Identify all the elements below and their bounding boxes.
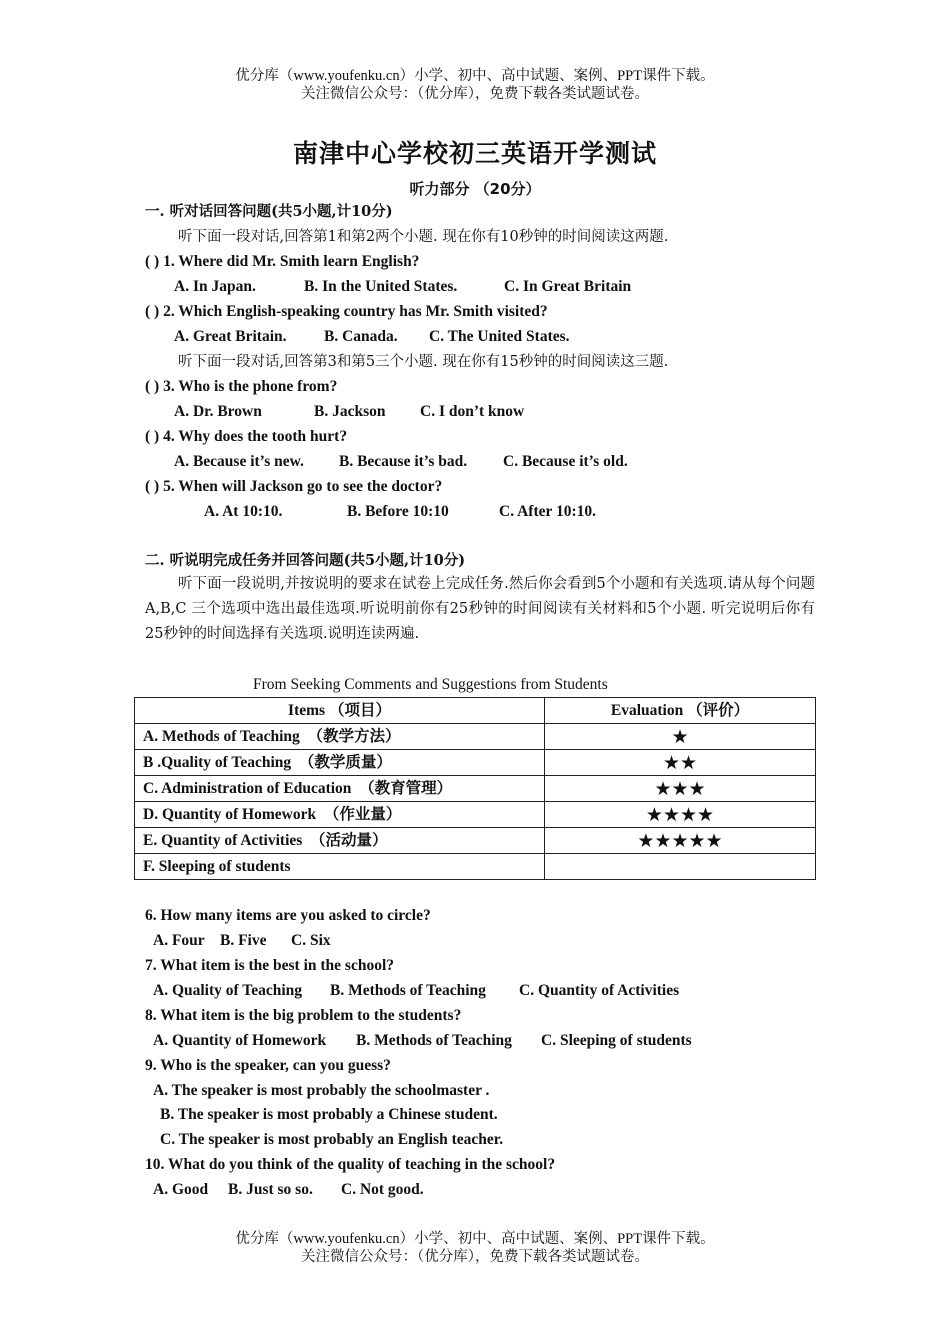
q6-option-a: A. Four: [153, 932, 205, 949]
q10-option-c: C. Not good.: [341, 1181, 424, 1198]
q3-option-b: B. Jackson: [314, 403, 386, 420]
q2-option-b: B. Canada.: [324, 328, 398, 345]
q5-stem: ( ) 5. When will Jackson go to see the doctor?: [145, 478, 443, 495]
listening-subtitle: 听力部分 （20分）: [409, 180, 541, 198]
star-rating: ★★: [545, 750, 816, 776]
footer-line-1: 优分库（www.youfenku.cn）小学、初中、高中试题、案例、PPT课件下载。: [235, 1231, 715, 1247]
q9-option-c: C. The speaker is most probably an English teacher.: [160, 1131, 504, 1148]
page-header: [0, 67, 950, 103]
q6-option-b: B. Five: [220, 932, 267, 949]
q5-options: [204, 502, 596, 522]
q8-option-c: C. Sleeping of students: [541, 1032, 692, 1049]
table-caption: From Seeking Comments and Suggestions from Students: [253, 676, 608, 693]
document-title: 南津中心学校初三英语开学测试: [292, 139, 657, 168]
q4-option-a: A. Because it’s new.: [174, 453, 304, 470]
evaluation-table: [134, 697, 816, 880]
q8-stem: 8. What item is the big problem to the students?: [145, 1007, 462, 1024]
q7-options: [153, 981, 679, 1001]
q8-options: [153, 1031, 692, 1051]
q2-option-c: C. The United States.: [429, 328, 570, 345]
q3-option-a: A. Dr. Brown: [174, 403, 262, 420]
q7-option-a: A. Quality of Teaching: [153, 982, 302, 999]
q3-options: [174, 402, 524, 422]
section1-intro-1: 听下面一段对话,回答第1和第2两个小题. 现在你有10秒钟的时间阅读这两题.: [178, 229, 669, 245]
star-rating: ★: [545, 724, 816, 750]
star-rating: ★★★: [545, 776, 816, 802]
q7-stem: 7. What item is the best in the school?: [145, 957, 395, 974]
q9-option-a: A. The speaker is most probably the schoolmaster .: [153, 1082, 490, 1099]
q9-stem: 9. Who is the speaker, can you guess?: [145, 1057, 391, 1074]
table-row: [135, 802, 816, 828]
table-header-row: [135, 698, 816, 724]
table-cell-item: B .Quality of Teaching （教学质量）: [135, 750, 545, 776]
q7-option-c: C. Quantity of Activities: [519, 982, 680, 999]
q3-option-c: C. I don’t know: [420, 403, 525, 420]
footer-line-2: 关注微信公众号：（优分库），免费下载各类试题试卷。: [301, 1249, 649, 1265]
q8-option-a: A. Quantity of Homework: [153, 1032, 327, 1049]
table-row: [135, 854, 816, 880]
table-row: [135, 776, 816, 802]
table-row: [135, 828, 816, 854]
table-cell-item: D. Quantity of Homework （作业量）: [135, 802, 545, 828]
q1-option-a: A. In Japan.: [174, 278, 256, 295]
q5-option-b: B. Before 10:10: [347, 503, 449, 520]
q6-stem: 6. How many items are you asked to circle?: [145, 907, 431, 924]
q4-option-c: C. Because it’s old.: [503, 453, 628, 470]
section2-heading: 二. 听说明完成任务并回答问题(共5小题,计10分): [145, 552, 466, 569]
q4-stem: ( ) 4. Why does the tooth hurt?: [145, 428, 348, 445]
table-cell-item: A. Methods of Teaching （教学方法）: [135, 724, 545, 750]
q10-option-a: A. Good: [153, 1181, 209, 1198]
header-line-2: 关注微信公众号：（优分库），免费下载各类试题试卷。: [301, 86, 649, 102]
table-row: [135, 750, 816, 776]
star-rating: ★★★★★: [545, 828, 816, 854]
table-header-items: Items （项目）: [135, 698, 545, 724]
q3-stem: ( ) 3. Who is the phone from?: [145, 378, 338, 395]
q1-stem: ( ) 1. Where did Mr. Smith learn English?: [145, 253, 420, 270]
q2-stem: ( ) 2. Which English-speaking country has Mr. Smith visited?: [145, 303, 548, 320]
table-cell-item: F. Sleeping of students: [135, 854, 545, 880]
q6-options: [153, 931, 331, 951]
q1-options: [174, 277, 631, 297]
star-rating: ★★★★: [545, 802, 816, 828]
q7-option-b: B. Methods of Teaching: [330, 982, 486, 999]
section2-intro: 听下面一段说明,并按说明的要求在试卷上完成任务.然后你会看到5个小题和有关选项.请从每个问题A,B,C 三个选项中选出最佳选项.听说明前你有25秒钟的时间阅读有关材料和5个小题. 听完说明后你有25秒钟的时间选择有关选项.说明连读两遍.: [145, 576, 815, 642]
page-footer: [0, 1230, 950, 1266]
header-line-1: 优分库（www.youfenku.cn）小学、初中、高中试题、案例、PPT课件下载。: [235, 68, 715, 84]
q1-option-b: B. In the United States.: [304, 278, 458, 295]
q10-options: [153, 1180, 424, 1200]
section1-heading: 一. 听对话回答问题(共5小题,计10分): [145, 203, 393, 220]
star-rating: [545, 854, 816, 880]
table-header-evaluation: Evaluation （评价）: [545, 698, 816, 724]
section1-intro-2: 听下面一段对话,回答第3和第5三个小题. 现在你有15秒钟的时间阅读这三题.: [178, 354, 669, 370]
q4-options: [174, 452, 628, 472]
q9-option-b: B. The speaker is most probably a Chinese student.: [160, 1106, 498, 1123]
q4-option-b: B. Because it’s bad.: [339, 453, 468, 470]
table-row: [135, 724, 816, 750]
q2-options: [174, 327, 570, 347]
q10-option-b: B. Just so so.: [228, 1181, 313, 1198]
table-cell-item: C. Administration of Education （教育管理）: [135, 776, 545, 802]
q5-option-a: A. At 10:10.: [204, 503, 283, 520]
q6-option-c: C. Six: [291, 932, 331, 949]
q1-option-c: C. In Great Britain: [504, 278, 632, 295]
table-cell-item: E. Quantity of Activities （活动量）: [135, 828, 545, 854]
q10-stem: 10. What do you think of the quality of teaching in the school?: [145, 1156, 556, 1173]
q2-option-a: A. Great Britain.: [174, 328, 287, 345]
q5-option-c: C. After 10:10.: [499, 503, 596, 520]
q8-option-b: B. Methods of Teaching: [356, 1032, 512, 1049]
